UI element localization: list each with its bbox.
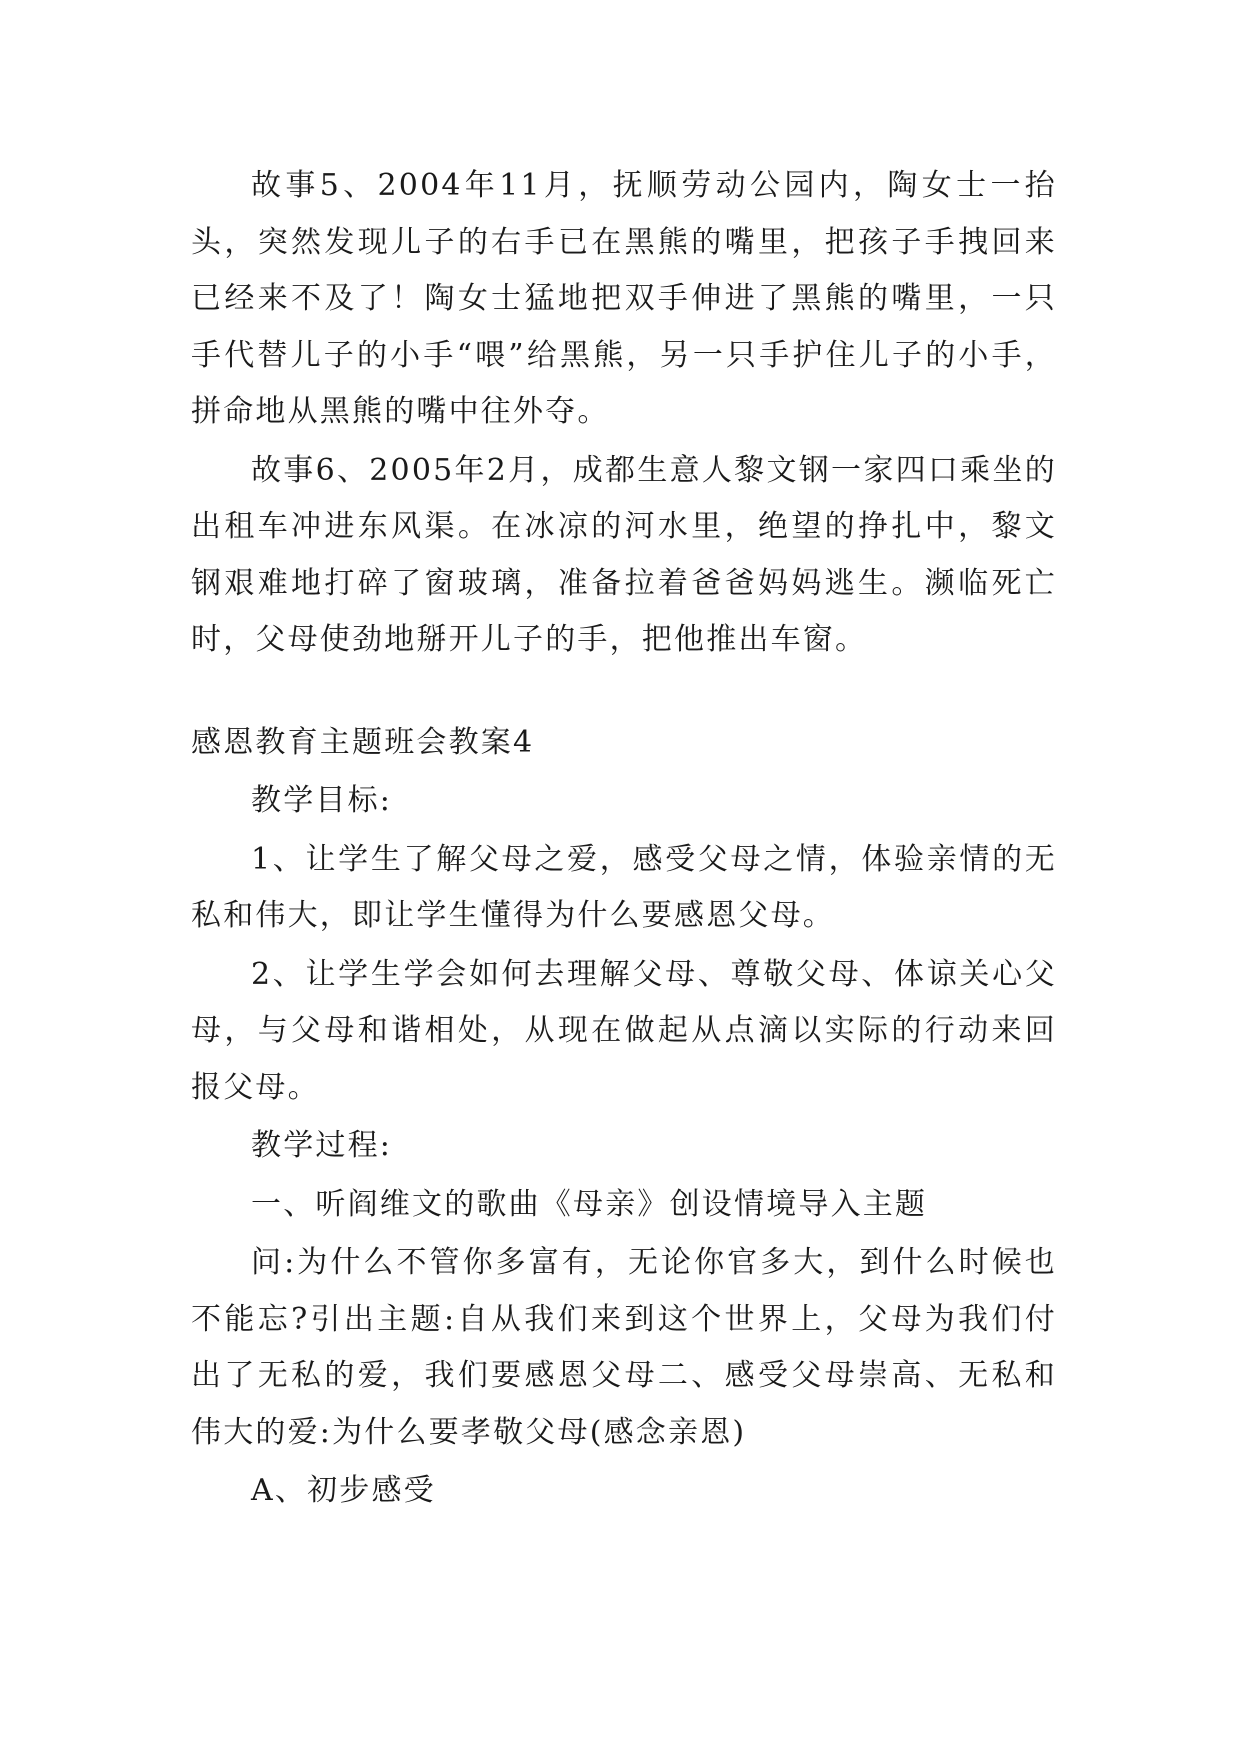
teaching-process-label: 教学过程: xyxy=(251,1128,393,1163)
goal-2-paragraph: 2、让学生学会如何去理解父母、尊敬父母、体谅关心父母，与父母和谐相处，从现在做起从点滴以实际的行动来回报父母。 xyxy=(191,956,1057,1105)
goal-1-paragraph: 1、让学生了解父母之爱，感受父母之情，体验亲情的无私和伟大，即让学生懂得为什么要感恩父母。 xyxy=(191,841,1057,933)
teaching-goals-label: 教学目标: xyxy=(251,783,393,818)
sub-a-heading: A、初步感受 xyxy=(251,1473,436,1508)
document-page xyxy=(191,158,1057,1520)
question-paragraph: 问:为什么不管你多富有，无论你官多大，到什么时候也不能忘?引出主题:自从我们来到这个世界上，父母为我们付出了无私的爱，我们要感恩父母二、感受父母崇高、无私和伟大的爱:为什么要孝敬父母(感念亲恩) xyxy=(191,1245,1057,1450)
step-1-heading: 一、听阎维文的歌曲《母亲》创设情境导入主题 xyxy=(251,1186,928,1222)
story-5-paragraph: 故事5、2004年11月，抚顺劳动公园内，陶女士一抬头，突然发现儿子的右手已在黑熊的嘴里，把孩子手拽回来已经来不及了！陶女士猛地把双手伸进了黑熊的嘴里，一只手代替儿子的小手“喂”给黑熊，另一只手护住儿子的小手，拼命地从黑熊的嘴中往外夺。 xyxy=(191,168,1057,429)
story-6-paragraph: 故事6、2005年2月，成都生意人黎文钢一家四口乘坐的出租车冲进东风渠。在冰凉的河水里，绝望的挣扎中，黎文钢艰难地打碎了窗玻璃，准备拉着爸爸妈妈逃生。濒临死亡时，父母使劲地掰开儿子的手，把他推出车窗。 xyxy=(191,452,1057,657)
section-title: 感恩教育主题班会教案4 xyxy=(191,724,535,760)
